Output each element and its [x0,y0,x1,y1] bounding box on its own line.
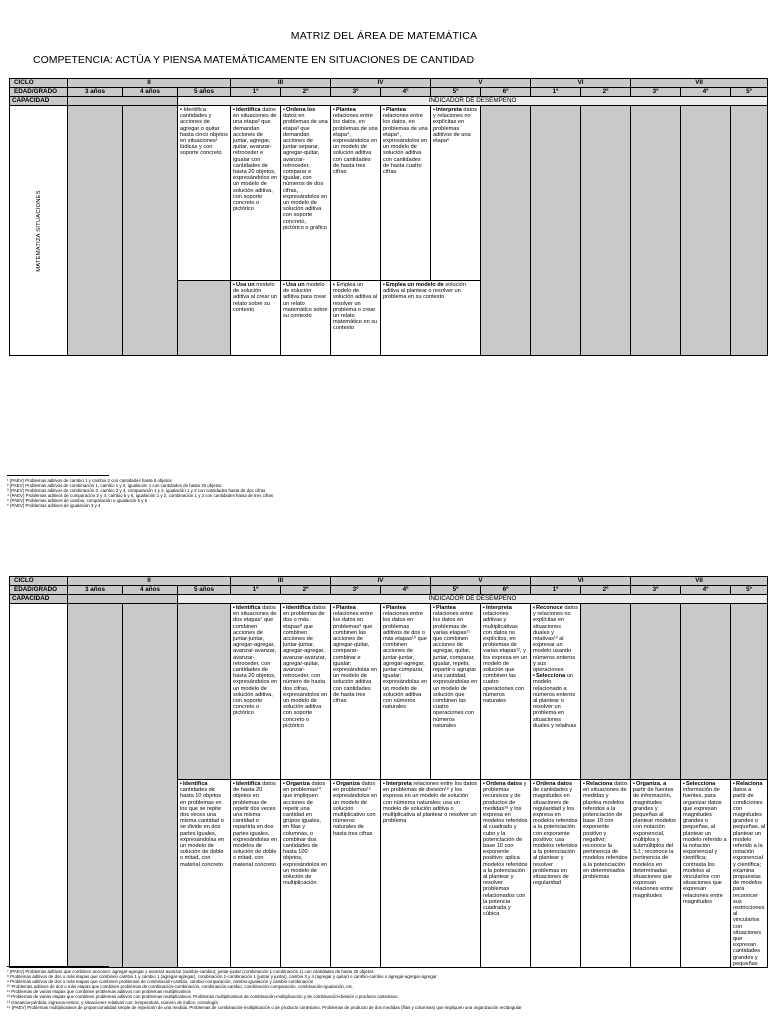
footnote: ³ (PAEV) Problemas aditivos de combinación 2, cambio 3 y 4, comparación 1 y 2, igualación 1 y 2 con cantidades hasta de dos cifras [7,488,266,494]
indicator-verb: ▪ Emplea un modelo de [383,282,444,288]
indicator-text: datos en problemas de una etapa³ que demandan acciones de juntar-separar, agregar-quitar, avanzar-retroceder, comparar e igualar, con números de dos cifras, expresándolos en un modelo de solución aditiva con soporte concreto, pictórico o gráfico [283,113,328,231]
indicator-cell [331,106,381,281]
indicator-text: un modelo relacionado a números enteros al plantear o resolver un problema en situaciones duales y relativas [533,673,577,729]
grado-cell: 4 años [123,586,178,595]
grado-cell: 2º [281,586,331,595]
gray-cell [631,106,681,356]
grado-cell: 2º [581,88,631,97]
indicator-verb: ▪ Identifica [233,605,261,611]
ciclo-cell: II [68,577,231,586]
grado-cell: 5º [731,586,768,595]
indicator-cell [481,604,531,780]
indicator-verb: ▪ Ordena datos [483,781,522,787]
grado-cell: 1º [231,586,281,595]
indicator-verb: ▪ Selecciona [533,673,565,679]
grado-cell: 4º [381,88,431,97]
grado-cell: 3 años [68,88,123,97]
indicator-cell [631,780,681,968]
footnote: ⁴ (PAEV) Problemas aditivos de comparación 3 y 4, cambio 5 y 6, igualación 1 y 2, combinación 1 y 2 con cantidades hasta de tres cifras [7,493,274,499]
indicator-cell [231,780,281,968]
indicator-cell [531,604,581,780]
indicator-cell [581,780,631,968]
gray-cell [481,106,531,356]
gray-cell [531,106,581,356]
indicator-verb: ▪ Organiza [283,781,310,787]
gray-cell [681,106,731,356]
indicator-text: relaciones entre los datos, en problemas de una etapa⁵, expresándolos en un modelo de solución aditiva con cantidades de hasta cuatro cifras [383,113,428,176]
indicator-verb: ▪ Relaciona [733,781,762,787]
indicator-text: relaciones entre los datos en problemas de división¹⁶ y los expresa en un modelo de solución con números naturales; usa un modelo de solución aditiva o multiplicativa al plantear o resolver un problema [383,781,478,825]
grado-cell: 3º [631,586,681,595]
footnote: ⁷ (PAEV) Problemas aditivos que combinen acciones: agregar-agregar y avanzar-avanzar (cambio-cambio); juntar-juntar (combinación 1-combinación 1) con cantidades de hasta 20 objetos [7,969,374,974]
grado-cell: 2º [281,88,331,97]
footnote: ¹⁴ (PAEV) Problemas multiplicativos de proporcionalidad simple de repetición de una medida. Problemas de combinación-multiplicación o de producto cartesiano. Problemas de producto de dos medidas (filas y columnas) que impliquen una organización rectangular [7,1004,522,1010]
indicator-cell [681,780,731,968]
indicator-verb: ▪ Ordena los [283,107,315,113]
grado-cell: 4º [681,586,731,595]
grado-cell: 3º [331,88,381,97]
indicator-cell [381,281,481,356]
indicator-text: datos y relaciones no explícitas en problemas aditivos de una etapa⁶ [433,107,478,145]
indicator-text: y problemas recursivos y de productos de medidas¹⁸ y los expresa en modelos referidos al cuadrado y cubo y la potenciación de base 10 con exponente positivo; aplica modelos referidos a la potenciación al plantear y resolver problemas relacionados con la potencia cuadrada y cúbica [483,781,528,918]
indicator-verb: ▪ Identifica [180,781,208,787]
indicator-cell [531,780,581,968]
indicator-verb: ▪ Interpreta [383,781,412,787]
ciclo-cell: VII [631,577,768,586]
indicator-text: relaciones entre los datos en problemas aditivos de dos o más etapas¹⁰ que combinen acciones de juntar-juntar, agregar-agregar, juntar-comparar, igualar; expresándolas en un modelo de solución aditiva con números naturales [383,611,428,711]
indicador-header: INDICADOR DE DESEMPEÑO [178,97,768,106]
ciclo-cell: IV [331,577,431,586]
indicator-cell [481,780,531,968]
edad-header: EDAD/GRADO [10,586,68,595]
indicator-text: datos en problemas¹⁴ que impliquen acciones de repetir una cantidad en grupos iguales, en filas y columnas, o combinar dos cantidades de hasta 100 objetos, expresándolos en un modelo de solución de multiplicación [283,781,328,887]
indicator-verb: ▪ Usa un [233,282,255,288]
indicator-text: datos de hasta 20 objetos en problemas de repetir dos veces una misma cantidad o repartirla en dos partes iguales, expresándolas en modelos de solución de doble o mitad, con material concreto [233,781,278,868]
footnotes-2 [7,969,762,1010]
footnote-divider [7,966,109,967]
indicator-cell [431,106,481,281]
ciclo-cell: III [231,577,331,586]
footnote: ⁹ Problemas aditivos de dos o más etapas que combinen problemas de combinación-cambio, cambio-comparación, cambio-igualación y cambio-combinación [7,979,314,985]
footnote-divider [7,475,109,476]
indicator-text: datos y relaciones no explícitas en situaciones duales y relativas¹³ al expresar un modelo usando números enteros y sus operaciones [533,605,578,674]
indicator-text: relaciones entre los datos, en problemas de una etapa⁴, expresándolos en un modelo de solución aditiva con cantidades de hasta tres cifras [333,113,378,176]
gray-cell [68,604,123,968]
indicator-verb: ▪ Plantea [383,107,406,113]
footnote: ¹¹ Problemas de varias etapas que combinen problemas aditivos con problemas multiplicativos [7,989,191,995]
indicator-verb: ▪ Identifica [283,605,311,611]
gray-cell [581,106,631,356]
indicator-cell [231,604,281,780]
indicator-text: relaciones aditivas y multiplicativas con datos no explícitos, en problemas de varias etapas¹², y los expresa en un modelo de solución que combinen las cuatro operaciones con números naturales [483,611,528,705]
indicator-cell [231,106,281,281]
indicator-text: modelo de solución aditiva para crear un relato matemático sobre su contexto [283,282,328,320]
indicator-cell [231,281,281,356]
ciclo-cell: VI [531,79,631,88]
capacidad-label-cell [10,604,68,968]
grado-cell: 5 años [178,88,231,97]
ciclo-cell: IV [331,79,431,88]
gray-cell [123,604,178,968]
indicator-text: datos en situaciones de dos etapas⁷ que combinen acciones de juntar-juntar, agregar-agregar, avanzar-avanzar, avanzar-retroceder, con cantidades de hasta 20 objetos, expresándolos en un modelo de solución aditiva, con soporte concreto o pictórico [233,605,278,717]
indicator-verb: ▪ Reconoce [533,605,563,611]
grado-cell: 4 años [123,88,178,97]
indicator-verb: ▪ Usa un [283,282,305,288]
indicator-text: Emplea un modelo de solución aditiva al resolver un problema o crear un relato matemático en su contexto [333,282,378,332]
grado-cell: 1º [531,88,581,97]
indicator-text: modelo de solución aditiva al crear un relato sobre su contexto [233,282,278,313]
footnote: ⁵ (PAEV) Problemas aditivos de cambio, comparación e igualación 5 y 6 [7,498,148,504]
indicator-verb: ▪ Plantea [433,605,456,611]
gray-cell [68,106,123,356]
footnote: ¹² Problemas de varias etapas que combinen problemas aditivos con problemas multiplicativos. Problemas multiplicativos de combinación-multiplicación y de combinación-división o producto cartesiano [7,994,398,1000]
capacidad-header: CAPACIDAD [10,595,68,604]
indicator-verb: ▪ Organiza, a [633,781,666,787]
ciclo-cell: V [431,79,531,88]
indicator-text: información de fuentes, para organizar datos que expresan magnitudes grandes o pequeñas, al plantear un modelo referido a la notación exponencial y científica; contrasta los modelos al vincularlos con situaciones que expresan relaciones entre magnitudes [683,787,727,905]
grado-cell: 5º [731,88,768,97]
gray-cell [681,604,731,780]
grado-cell: 6º [481,88,531,97]
indicator-text: Identifica cantidades y acciones de agregar o quitar hasta cinco objetos en situaciones¹ lúdicas y con soporte concreto [180,107,228,157]
grado-cell: 1º [531,586,581,595]
grado-cell: 4º [381,586,431,595]
gray-cell [123,106,178,356]
indicator-text: cantidades de hasta 10 objetos en problemas en los que se repite dos veces una misma cantidad o se divide en dos partes iguales, expresándolas en un modelo de solución de doble o mitad, con material concreto [180,787,225,868]
indicator-cell [731,780,768,968]
ciclo-cell: II [68,79,231,88]
ciclo-cell: VI [531,577,631,586]
grado-cell: 3 años [68,586,123,595]
footnote: ⁶ (PAEV) Problemas aditivos de igualación 3 y 4 [7,503,101,509]
indicator-verb: ▪ Plantea [333,605,356,611]
indicator-text: solución aditiva al plantear o resolver un problema en su contexto [383,282,466,301]
gray-cell [731,106,768,356]
indicador-header: INDICADOR DE DESEMPEÑO [178,595,768,604]
ciclo-cell: VII [631,79,768,88]
footnote: ¹⁰ Problemas aditivos de dos o más etapas que combinen problemas de combinación-combinación, combinación-cambio, combinación-comparación, combinación-igualación, etc. [7,984,354,990]
indicator-cell [381,604,431,780]
grado-cell: 2º [581,586,631,595]
indicator-cell [281,281,331,356]
indicator-text: datos en situaciones de una etapa² que demandan acciones de juntar, agregar, quitar, avanzar-retroceder e igualar con cantidades de hasta 20 objetos, expresándolos en un modelo de solución aditiva, con soporte concreto o pictórico [233,107,278,213]
ciclo-header: CICLO [10,79,68,88]
indicator-cell: ▪ Identifica cantidades y acciones de agregar o quitar hasta cinco objetos en situaciones¹ lúdicas y con soporte concreto [178,106,231,281]
gray-cell [581,604,631,780]
grado-cell: 5º [431,586,481,595]
grado-cell: 4º [681,88,731,97]
indicator-cell [178,780,231,968]
gray-cell [631,604,681,780]
indicator-cell [381,780,481,968]
indicator-verb: ▪ Interpreta [433,107,462,113]
grado-cell: 3º [331,586,381,595]
indicator-cell [331,604,381,780]
indicator-verb: ▪ Selecciona [683,781,715,787]
indicator-cell [281,604,331,780]
ciclo-header: CICLO [10,577,68,586]
gray-cell [731,604,768,780]
indicator-text: relaciones entre los datos en problemas de varias etapas¹¹ que combinen acciones de agregar, quitar, juntar, comparar, igualar, repetir, repartir o agrupar una cantidad, expresándolas en un modelo de solución que combinen las cuatro operaciones con números naturales [433,611,478,729]
empty-cell [68,97,178,106]
indicator-text: datos en problemas¹⁵ expresándolos en un modelo de solución multiplicativo con números naturales de hasta tres cifras [333,781,378,837]
footnote: ⁸ Problemas aditivos de dos o más etapas que combinen cambio 1 y cambio 1 (agregar-agregar), combinación 1-combinación 1 (juntar y juntar), cambio 3 y 4 (agregar y quitar) o cambio-cambio o agregar-agregar-agregar [7,974,437,980]
footnote: ¹³ Ganancia-pérdida, ingresos-retiros, y situaciones relativas con: temperatura, número de índice, cronología [7,999,218,1005]
empty-cell [68,595,178,604]
ciclo-cell: III [231,79,331,88]
edad-header: EDAD/GRADO [10,88,68,97]
matrix-table-1 [9,78,768,356]
ciclo-cell: V [431,577,531,586]
indicator-text: datos en problemas de dos o más etapas⁸ que combinen acciones de juntar-juntar, agregar-agregar, avanzar-avanzar, agregar-quitar, avanzar-retroceder, con número de hasta dos cifras, expresándolos en un modelo de solución aditiva con soporte concreto o pictórico [283,605,328,729]
footnote: ² (PAEV) Problemas aditivos de combinación 1, cambio 1 y 2, igualación 1 con cantidades de hasta 20 objetos [7,483,222,489]
indicator-verb: ▪ Ordena datos [533,781,572,787]
indicator-cell [431,604,481,780]
capacidad-header: CAPACIDAD [10,97,68,106]
indicator-cell: ▪ Emplea un modelo de solución aditiva al resolver un problema o crear un relato matemático en su contexto [331,281,381,356]
gray-cell [178,281,231,356]
gray-cell [178,604,231,780]
indicator-cell [381,106,431,281]
indicator-text: de cantidades y magnitudes en situaciones de regularidad y los expresa en modelos referidos a la potenciación con exponente positivo; usa modelos referidos a la potenciación al plantear y resolver problemas en situaciones de regularidad [533,787,578,887]
capacidad-vertical-label: MATEMATIZA SITUACIONES [35,189,42,272]
competency-subtitle: COMPETENCIA: ACTÚA Y PIENSA MATEMÁTICAMENTE EN SITUACIONES DE CANTIDAD [33,54,475,66]
capacidad-label-cell [10,106,68,356]
grado-cell: 6º [481,586,531,595]
indicator-text: datos a partir de condiciones con magnitudes grandes o pequeñas, al plantear un modelo referido a la notación exponencial y científica; examina propuestas de modelos para reconocer sus restricciones al vincularlos con situaciones que expresan cantidades grandes y pequeñas [733,787,766,967]
indicator-cell [281,780,331,968]
grado-cell: 3º [631,88,681,97]
footnote: ¹ (PAEV) Problemas aditivos de cambio 1 y cambio 2 con cantidades hasta 5 objetos [7,478,172,483]
indicator-text: relaciones entre los datos en problemas⁹ que combinen las acciones de agregar-quitar, comparar-combinar e igualar; expresándolas en un modelo de solución aditiva con cantidades de hasta tres cifras [333,611,378,705]
indicator-verb: ▪ Relaciona [583,781,612,787]
indicator-verb: ▪ Interpreta [483,605,512,611]
matrix-table-2 [9,576,768,968]
indicator-verb: ▪ Identifica [233,781,261,787]
indicator-text: datos en situaciones de medidas y plantea modelos referidos a la potenciación de base 10 con exponente positivo y negativo; reconoce la pertinencia de modelos referidos a la potenciación en determinados problemas [583,781,628,881]
footnotes-1 [7,478,762,509]
grado-cell: 5 años [178,586,231,595]
grado-cell: 5º [431,88,481,97]
document-title: MATRIZ DEL ÁREA DE MATEMÁTICA [290,30,478,42]
indicator-verb: ▪ Organiza [333,781,360,787]
indicator-text: partir de fuentes de información, magnitudes grandes y pequeñas al plantear modelos con notación exponencial, múltiplos y submúltiplos del S.I.; reconoce la pertinencia de modelos en determinadas situaciones que expresan relaciones entre magnitudes [633,787,676,899]
indicator-verb: ▪ Identifica [233,107,261,113]
grado-cell: 1º [231,88,281,97]
indicator-cell [281,106,331,281]
indicator-cell [331,780,381,968]
indicator-verb: ▪ Plantea [333,107,356,113]
indicator-verb: ▪ Plantea [383,605,406,611]
